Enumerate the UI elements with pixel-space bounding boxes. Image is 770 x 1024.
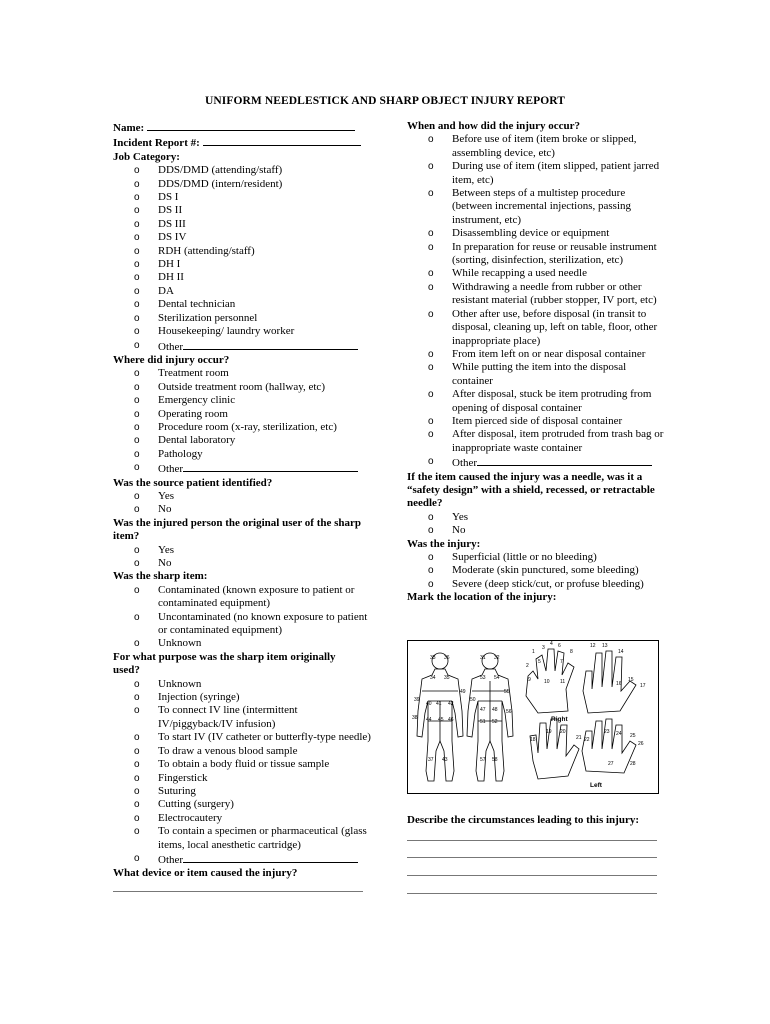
purpose-option-label: To draw a venous blood sample bbox=[158, 744, 298, 757]
original-user-options bbox=[113, 544, 371, 571]
sharp-item-option[interactable] bbox=[113, 584, 371, 611]
when-other-field[interactable] bbox=[477, 455, 652, 466]
radio-icon: o bbox=[134, 368, 140, 380]
purpose-option-label: To contain a specimen or pharmaceutical (glass items, local anesthetic cartridge) bbox=[158, 825, 367, 851]
body-hands-diagram[interactable] bbox=[408, 641, 658, 793]
name-label: Name: bbox=[113, 122, 145, 134]
radio-icon: o bbox=[428, 268, 434, 280]
where-option[interactable] bbox=[113, 367, 371, 380]
hand-region-number: 6 bbox=[558, 643, 561, 649]
body-region-number: 43 bbox=[442, 757, 448, 763]
radio-icon: o bbox=[428, 525, 434, 537]
where-option-label: Treatment room bbox=[158, 367, 229, 380]
radio-icon: o bbox=[134, 544, 140, 556]
when-option[interactable] bbox=[407, 308, 665, 348]
sharp-item-option[interactable] bbox=[113, 611, 371, 638]
injury-options bbox=[407, 551, 665, 591]
where-other-label: Other bbox=[158, 463, 184, 476]
when-options bbox=[407, 133, 665, 455]
device-answer-line[interactable] bbox=[113, 891, 363, 892]
body-region-number: 32 bbox=[494, 655, 500, 661]
radio-icon: o bbox=[134, 678, 140, 690]
job-option-label: DH I bbox=[158, 258, 181, 271]
describe-heading: Describe the circumstances leading to this injury: bbox=[407, 814, 639, 826]
original-user-heading: Was the injured person the original user of the sharp item? bbox=[113, 516, 362, 543]
job-heading: Job Category: bbox=[113, 150, 180, 163]
body-region-number: 50 bbox=[470, 697, 476, 703]
job-option[interactable] bbox=[113, 164, 371, 177]
needle-heading: If the item caused the injury was a needle, was it a “safety design” with a shield, recessed, or retractable needle? bbox=[407, 470, 655, 510]
job-option[interactable] bbox=[113, 271, 371, 284]
hand-region-number: 2 bbox=[526, 663, 529, 669]
job-option[interactable] bbox=[113, 218, 371, 231]
hand-region-number: 5 bbox=[538, 659, 541, 665]
body-region-number: 40 bbox=[426, 701, 432, 707]
back-figure-grid bbox=[472, 681, 508, 741]
where-option[interactable] bbox=[113, 421, 371, 434]
purpose-option-label: Fingerstick bbox=[158, 771, 208, 784]
purpose-option[interactable] bbox=[113, 731, 371, 744]
purpose-option-label: To start IV (IV catheter or butterfly-type needle) bbox=[158, 731, 371, 744]
injury-location-diagram[interactable] bbox=[407, 640, 659, 794]
hand-region-number: 24 bbox=[616, 731, 622, 737]
body-region-number: 57 bbox=[480, 757, 486, 763]
radio-icon: o bbox=[134, 772, 140, 784]
radio-icon: o bbox=[428, 348, 434, 360]
sharp-item-option-label: Uncontaminated (no known exposure to patient or contaminated equipment) bbox=[158, 610, 368, 637]
job-option-label: RDH (attending/staff) bbox=[158, 244, 255, 257]
radio-icon: o bbox=[134, 381, 140, 393]
describe-line-1[interactable] bbox=[407, 840, 657, 841]
purpose-option[interactable] bbox=[113, 704, 371, 731]
right-column bbox=[407, 120, 665, 605]
device-heading: What device or item caused the injury? bbox=[113, 867, 298, 880]
body-region-number: 45 bbox=[438, 717, 444, 723]
purpose-option[interactable] bbox=[113, 758, 371, 771]
purpose-option-label: Suturing bbox=[158, 784, 196, 797]
source-heading: Was the source patient identified? bbox=[113, 476, 273, 489]
injury-option-label: Severe (deep stick/cut, or profuse bleeding) bbox=[452, 577, 644, 590]
where-option[interactable] bbox=[113, 448, 371, 461]
name-row bbox=[113, 120, 371, 135]
radio-icon: o bbox=[134, 732, 140, 744]
hand-region-number: 13 bbox=[602, 643, 608, 649]
hand-region-number: 16 bbox=[616, 681, 622, 687]
when-heading: When and how did the injury occur? bbox=[407, 120, 580, 132]
radio-icon: o bbox=[134, 611, 140, 623]
purpose-option-label: Unknown bbox=[158, 677, 202, 690]
body-region-number: 34 bbox=[430, 675, 436, 681]
radio-icon: o bbox=[134, 705, 140, 717]
where-option-label: Operating room bbox=[158, 407, 228, 420]
when-option[interactable] bbox=[407, 241, 665, 268]
job-option-label: Sterilization personnel bbox=[158, 311, 258, 324]
radio-icon: o bbox=[428, 241, 434, 253]
body-region-number: 37 bbox=[428, 757, 434, 763]
sharp-item-option[interactable] bbox=[113, 637, 371, 650]
radio-icon: o bbox=[134, 435, 140, 447]
when-option[interactable] bbox=[407, 415, 665, 428]
body-region-number: 55 bbox=[504, 689, 510, 695]
job-option-label: Housekeeping/ laundry worker bbox=[158, 325, 295, 338]
radio-icon: o bbox=[134, 799, 140, 811]
job-option-label: DDS/DMD (intern/resident) bbox=[158, 177, 283, 190]
body-region-number: 48 bbox=[492, 707, 498, 713]
hand-region-number: 11 bbox=[560, 679, 566, 685]
original-user-option[interactable] bbox=[113, 557, 371, 570]
body-region-number: 52 bbox=[492, 719, 498, 725]
radio-icon: o bbox=[134, 218, 140, 230]
body-region-number: 53 bbox=[480, 675, 486, 681]
radio-icon: o bbox=[134, 178, 140, 190]
incident-field[interactable] bbox=[203, 135, 361, 146]
purpose-option-label: To connect IV line (intermittent IV/piggyback/IV infusion) bbox=[158, 704, 298, 730]
original-user-option-label: No bbox=[158, 557, 172, 569]
radio-icon: o bbox=[428, 565, 434, 577]
body-region-number: 56 bbox=[506, 709, 512, 715]
right-hand-label: Right bbox=[551, 716, 568, 723]
job-other[interactable] bbox=[113, 339, 371, 354]
hand-region-number: 27 bbox=[608, 761, 614, 767]
job-option-label: DDS/DMD (attending/staff) bbox=[158, 164, 283, 177]
radio-icon: o bbox=[134, 408, 140, 420]
radio-icon: o bbox=[428, 552, 434, 563]
when-option-label: After disposal, stuck be item protruding from opening of disposal container bbox=[452, 388, 652, 414]
radio-icon: o bbox=[134, 852, 140, 864]
body-region-number: 39 bbox=[414, 697, 420, 703]
hand-region-number: 22 bbox=[584, 737, 590, 743]
left-hand-label: Left bbox=[590, 782, 602, 789]
sharp-item-option-label: Contaminated (known exposure to patient or contaminated equipment) bbox=[158, 583, 355, 610]
radio-icon: o bbox=[134, 205, 140, 217]
purpose-option-label: Cutting (surgery) bbox=[158, 798, 234, 811]
radio-icon: o bbox=[134, 326, 140, 338]
radio-icon: o bbox=[134, 299, 140, 311]
job-option-label: DS I bbox=[158, 191, 179, 204]
purpose-other-field[interactable] bbox=[183, 852, 358, 863]
when-option[interactable] bbox=[407, 348, 665, 361]
hand-region-number: 17 bbox=[640, 683, 646, 689]
job-option-label: DS IV bbox=[158, 231, 187, 244]
purpose-option[interactable] bbox=[113, 798, 371, 811]
body-region-number: 51 bbox=[480, 719, 486, 725]
job-option[interactable] bbox=[113, 285, 371, 298]
where-option[interactable] bbox=[113, 381, 371, 394]
sharp-item-option-label: Unknown bbox=[158, 637, 202, 650]
when-option[interactable] bbox=[407, 227, 665, 240]
radio-icon: o bbox=[134, 285, 140, 297]
hand-region-number: 28 bbox=[630, 761, 636, 767]
hand-region-number: 14 bbox=[618, 649, 624, 655]
radio-icon: o bbox=[134, 421, 140, 433]
hand-region-number: 25 bbox=[630, 733, 636, 739]
when-other[interactable] bbox=[407, 455, 665, 470]
needle-option-label: Yes bbox=[452, 510, 469, 523]
body-region-number: 31 bbox=[480, 655, 486, 661]
radio-icon: o bbox=[134, 638, 140, 650]
radio-icon: o bbox=[134, 490, 140, 502]
body-region-number: 54 bbox=[494, 675, 500, 681]
where-option-label: Dental laboratory bbox=[158, 434, 236, 447]
radio-icon: o bbox=[134, 759, 140, 771]
radio-icon: o bbox=[428, 415, 434, 427]
when-option[interactable] bbox=[407, 160, 665, 187]
radio-icon: o bbox=[428, 429, 434, 441]
when-option-label: During use of item (item slipped, patient jarred item, etc) bbox=[452, 160, 660, 186]
source-option-label: No bbox=[158, 503, 172, 516]
where-option[interactable] bbox=[113, 434, 371, 447]
where-option[interactable] bbox=[113, 394, 371, 407]
sharp-item-heading: Was the sharp item: bbox=[113, 570, 208, 583]
purpose-heading: For what purpose was the sharp item originally used? bbox=[113, 650, 336, 677]
hand-region-number: 10 bbox=[544, 679, 550, 685]
radio-icon: o bbox=[134, 558, 140, 569]
source-option-label: Yes bbox=[158, 489, 175, 502]
source-options bbox=[113, 490, 371, 517]
injury-option-label: Superficial (little or no bleeding) bbox=[452, 551, 597, 563]
when-option[interactable] bbox=[407, 281, 665, 308]
needle-option[interactable] bbox=[407, 524, 665, 537]
purpose-option[interactable] bbox=[113, 691, 371, 704]
when-option-label: From item left on or near disposal container bbox=[452, 347, 646, 360]
when-option-label: Between steps of a multistep procedure (between incremental injections, passing instrument, etc) bbox=[452, 187, 631, 226]
hand-region-number: 12 bbox=[590, 643, 596, 649]
when-option-label: In preparation for reuse or reusable instrument (sorting, disinfection, sterilization, etc) bbox=[452, 240, 657, 267]
hand-region-number: 1 bbox=[532, 649, 535, 655]
radio-icon: o bbox=[134, 312, 140, 324]
needle-option[interactable] bbox=[407, 511, 665, 524]
purpose-option[interactable] bbox=[113, 825, 371, 852]
radio-icon: o bbox=[428, 161, 434, 173]
injury-option[interactable] bbox=[407, 551, 665, 564]
source-option[interactable] bbox=[113, 503, 371, 516]
purpose-option-label: Electrocautery bbox=[158, 811, 223, 824]
needle-option-label: No bbox=[452, 524, 466, 537]
purpose-other-label: Other bbox=[158, 853, 184, 866]
injury-option-label: Moderate (skin punctured, some bleeding) bbox=[452, 564, 639, 577]
job-option-label: DS III bbox=[158, 217, 186, 230]
job-other-label: Other bbox=[158, 340, 184, 353]
when-option-label: While recapping a used needle bbox=[452, 267, 587, 280]
original-user-option[interactable] bbox=[113, 544, 371, 557]
radio-icon: o bbox=[428, 389, 434, 401]
when-option-label: While putting the item into the disposal container bbox=[452, 361, 627, 387]
radio-icon: o bbox=[428, 456, 434, 468]
radio-icon: o bbox=[134, 504, 140, 516]
job-option[interactable] bbox=[113, 312, 371, 325]
hand-region-number: 4 bbox=[550, 641, 553, 647]
radio-icon: o bbox=[134, 448, 140, 460]
radio-icon: o bbox=[428, 511, 434, 523]
body-region-number: 44 bbox=[426, 717, 432, 723]
hand-region-number: 23 bbox=[604, 729, 610, 735]
when-option-label: Other after use, before disposal (in transit to disposal, cleaning up, left on table, floor, other inappropriate place) bbox=[452, 307, 658, 347]
job-option-label: DH II bbox=[158, 271, 184, 284]
incident-label: Incident Report #: bbox=[113, 137, 200, 150]
describe-line-3[interactable] bbox=[407, 875, 657, 876]
hand-region-number: 3 bbox=[542, 645, 545, 651]
job-option[interactable] bbox=[113, 258, 371, 271]
job-option-label: Dental technician bbox=[158, 298, 236, 311]
body-region-number: 41 bbox=[436, 701, 442, 707]
sharp-item-options bbox=[113, 584, 371, 651]
body-region-number: 38 bbox=[412, 715, 418, 721]
body-region-number: 33 bbox=[430, 655, 436, 661]
radio-icon: o bbox=[134, 192, 140, 204]
job-option[interactable] bbox=[113, 245, 371, 258]
job-option[interactable] bbox=[113, 325, 371, 338]
describe-line-4[interactable] bbox=[407, 893, 657, 894]
injury-option[interactable] bbox=[407, 578, 665, 591]
where-heading: Where did injury occur? bbox=[113, 353, 230, 366]
job-option[interactable] bbox=[113, 231, 371, 244]
hand-region-number: 15 bbox=[628, 677, 634, 683]
purpose-option[interactable] bbox=[113, 785, 371, 798]
right-hand-palm-outline bbox=[526, 649, 574, 713]
when-other-label: Other bbox=[452, 457, 478, 470]
hand-region-number: 7 bbox=[560, 659, 563, 665]
job-option[interactable] bbox=[113, 191, 371, 204]
left-hand-palm-outline bbox=[530, 719, 579, 779]
radio-icon: o bbox=[428, 308, 434, 320]
left-column bbox=[113, 120, 371, 892]
when-option-label: Withdrawing a needle from rubber or other resistant material (rubber stopper, IV port, etc) bbox=[452, 280, 657, 307]
body-region-number: 49 bbox=[460, 689, 466, 695]
when-option-label: Before use of item (item broke or slipped, assembling device, etc) bbox=[452, 133, 637, 159]
body-region-number: 35 bbox=[444, 675, 450, 681]
when-option[interactable] bbox=[407, 267, 665, 280]
when-option[interactable] bbox=[407, 361, 665, 388]
radio-icon: o bbox=[134, 745, 140, 757]
front-figure-grid bbox=[422, 691, 458, 741]
when-option-label: Disassembling device or equipment bbox=[452, 227, 610, 240]
body-region-number: 36 bbox=[444, 655, 450, 661]
where-option-label: Emergency clinic bbox=[158, 394, 236, 407]
radio-icon: o bbox=[134, 812, 140, 824]
location-heading: Mark the location of the injury: bbox=[407, 591, 557, 604]
purpose-option[interactable] bbox=[113, 678, 371, 691]
when-option[interactable] bbox=[407, 133, 665, 160]
radio-icon: o bbox=[428, 228, 434, 240]
radio-icon: o bbox=[134, 245, 140, 257]
original-user-option-label: Yes bbox=[158, 543, 175, 556]
where-option-label: Pathology bbox=[158, 447, 203, 460]
radio-icon: o bbox=[134, 395, 140, 407]
when-option[interactable] bbox=[407, 388, 665, 415]
page-title: UNIFORM NEEDLESTICK AND SHARP OBJECT INJURY REPORT bbox=[204, 95, 566, 107]
radio-icon: o bbox=[428, 362, 434, 374]
hand-region-number: 26 bbox=[638, 741, 644, 747]
body-region-number: 58 bbox=[492, 757, 498, 763]
hand-region-number: 18 bbox=[530, 737, 536, 743]
radio-icon: o bbox=[428, 134, 434, 146]
purpose-option[interactable] bbox=[113, 812, 371, 825]
where-option[interactable] bbox=[113, 408, 371, 421]
hand-region-number: 9 bbox=[528, 677, 531, 683]
radio-icon: o bbox=[428, 188, 434, 200]
body-region-number: 46 bbox=[448, 717, 454, 723]
job-options bbox=[113, 164, 371, 338]
radio-icon: o bbox=[134, 232, 140, 244]
body-region-number: 42 bbox=[448, 701, 454, 707]
where-options bbox=[113, 367, 371, 461]
purpose-option[interactable] bbox=[113, 745, 371, 758]
when-option-label: Item pierced side of disposal container bbox=[452, 414, 623, 427]
hand-region-number: 8 bbox=[570, 649, 573, 655]
incident-row bbox=[113, 135, 371, 150]
hand-region-number: 19 bbox=[546, 729, 552, 735]
purpose-option-label: Injection (syringe) bbox=[158, 691, 240, 704]
where-option-label: Procedure room (x-ray, sterilization, etc) bbox=[158, 420, 337, 433]
name-field[interactable] bbox=[147, 120, 355, 131]
job-option-label: DS II bbox=[158, 204, 183, 217]
when-option[interactable] bbox=[407, 187, 665, 227]
where-other[interactable] bbox=[113, 461, 371, 476]
job-option[interactable] bbox=[113, 298, 371, 311]
radio-icon: o bbox=[134, 785, 140, 797]
radio-icon: o bbox=[134, 584, 140, 596]
purpose-option-label: To obtain a body fluid or tissue sample bbox=[158, 758, 330, 771]
hand-region-number: 20 bbox=[560, 729, 566, 735]
where-other-field[interactable] bbox=[183, 461, 358, 472]
radio-icon: o bbox=[428, 281, 434, 293]
radio-icon: o bbox=[134, 692, 140, 704]
radio-icon: o bbox=[428, 578, 434, 590]
injury-heading: Was the injury: bbox=[407, 537, 481, 550]
hand-region-number: 21 bbox=[576, 735, 582, 741]
when-option-label: After disposal, item protruded from trash bag or inappropriate waste container bbox=[452, 428, 664, 454]
body-region-number: 47 bbox=[480, 707, 486, 713]
injury-option[interactable] bbox=[407, 564, 665, 577]
radio-icon: o bbox=[134, 165, 140, 177]
needle-options bbox=[407, 511, 665, 538]
job-other-field[interactable] bbox=[183, 339, 358, 350]
source-option[interactable] bbox=[113, 490, 371, 503]
radio-icon: o bbox=[134, 272, 140, 284]
purpose-other[interactable] bbox=[113, 852, 371, 867]
job-option-label: DA bbox=[158, 284, 174, 297]
radio-icon: o bbox=[134, 339, 140, 351]
describe-line-2[interactable] bbox=[407, 857, 657, 858]
radio-icon: o bbox=[134, 259, 140, 271]
where-option-label: Outside treatment room (hallway, etc) bbox=[158, 380, 325, 393]
radio-icon: o bbox=[134, 462, 140, 474]
job-option[interactable] bbox=[113, 178, 371, 191]
job-option[interactable] bbox=[113, 204, 371, 217]
purpose-options bbox=[113, 678, 371, 852]
radio-icon: o bbox=[134, 826, 140, 838]
when-option[interactable] bbox=[407, 428, 665, 455]
purpose-option[interactable] bbox=[113, 772, 371, 785]
